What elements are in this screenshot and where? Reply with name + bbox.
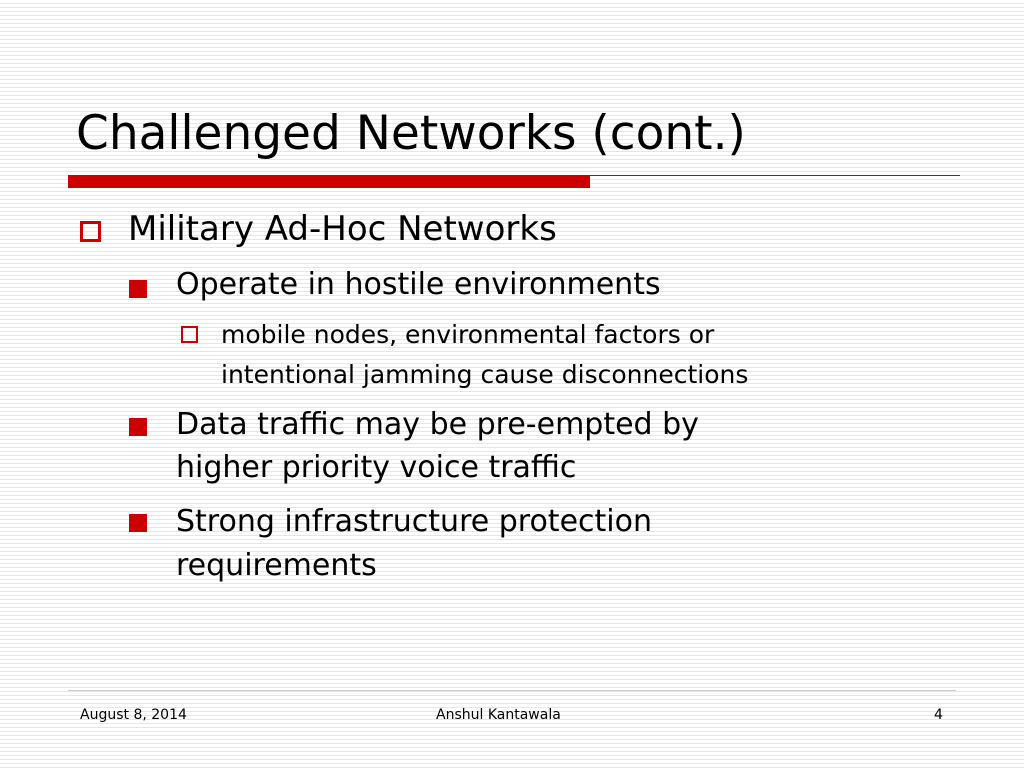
footer-page-number: 4 xyxy=(934,707,943,723)
bullet-data-traffic-line1: Data traffic may be pre-empted by xyxy=(176,407,699,442)
bullet-military-adhoc: Military Ad-Hoc Networks xyxy=(128,209,557,249)
bullet-disconnections-line1: mobile nodes, environmental factors or xyxy=(221,320,715,349)
title-underline-thick xyxy=(68,175,590,188)
bullet-infrastructure-line2: requirements xyxy=(176,548,377,583)
hollow-square-bullet-icon xyxy=(80,221,101,242)
footer-author: Anshul Kantawala xyxy=(436,707,561,723)
bullet-infrastructure-line1: Strong infrastructure protection xyxy=(176,504,652,539)
hollow-square-bullet-icon xyxy=(181,326,198,343)
footer-date: August 8, 2014 xyxy=(80,707,187,723)
title-underline-thin xyxy=(590,175,960,176)
slide-title: Challenged Networks (cont.) xyxy=(76,106,746,161)
solid-square-bullet-icon xyxy=(129,280,147,298)
footer-divider xyxy=(68,690,956,691)
bullet-hostile-environments: Operate in hostile environments xyxy=(176,267,661,302)
solid-square-bullet-icon xyxy=(129,514,147,532)
bullet-disconnections-line2: intentional jamming cause disconnections xyxy=(221,360,749,389)
solid-square-bullet-icon xyxy=(129,418,147,436)
bullet-data-traffic-line2: higher priority voice traffic xyxy=(176,450,577,485)
